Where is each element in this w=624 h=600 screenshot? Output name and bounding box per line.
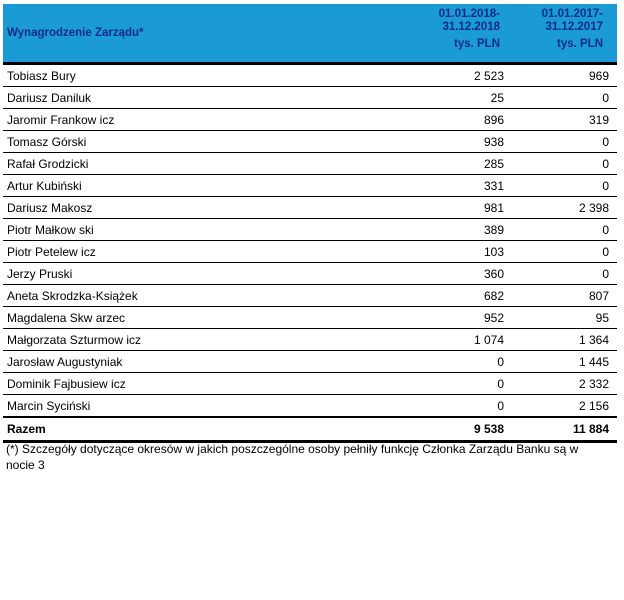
member-name: Małgorzata Szturmow icz <box>3 329 411 351</box>
header-period-2018 <box>411 4 514 64</box>
value-2017: 0 <box>514 241 617 263</box>
value-2017: 319 <box>514 109 617 131</box>
member-name: Aneta Skrodzka-Książek <box>3 285 411 307</box>
header-title: Wynagrodzenie Zarządu* <box>7 27 144 39</box>
value-2017: 1 445 <box>514 351 617 373</box>
value-2017: 0 <box>514 131 617 153</box>
table-row <box>3 131 617 153</box>
member-name: Jerzy Pruski <box>3 263 411 285</box>
value-2018: 896 <box>411 109 514 131</box>
value-2018: 981 <box>411 197 514 219</box>
table-row <box>3 219 617 241</box>
value-2018: 1 074 <box>411 329 514 351</box>
value-2018: 0 <box>411 373 514 395</box>
value-2017: 807 <box>514 285 617 307</box>
value-2018: 2 523 <box>411 65 514 87</box>
value-2017: 95 <box>514 307 617 329</box>
member-name: Jaromir Frankow icz <box>3 109 411 131</box>
value-2017: 2 398 <box>514 197 617 219</box>
table-row <box>3 329 617 351</box>
table-row <box>3 395 617 418</box>
member-name: Marcin Syciński <box>3 395 411 418</box>
table-row <box>3 351 617 373</box>
table-row <box>3 263 617 285</box>
value-2017: 0 <box>514 175 617 197</box>
total-2018: 9 538 <box>411 417 514 442</box>
value-2018: 0 <box>411 395 514 418</box>
table-body <box>3 65 617 417</box>
footnote: (*) Szczegóły dotyczące okresów w jakich poszczególne osoby pełniły funkcję Członka Zarządu Banku są w nocie 3 <box>6 442 579 471</box>
table-row <box>3 373 617 395</box>
value-2017: 2 156 <box>514 395 617 418</box>
table-row <box>3 241 617 263</box>
unit-2018-label: tys. PLN <box>453 38 500 50</box>
value-2018: 103 <box>411 241 514 263</box>
value-2018: 952 <box>411 307 514 329</box>
value-2018: 25 <box>411 87 514 109</box>
value-2018: 682 <box>411 285 514 307</box>
table-row <box>3 197 617 219</box>
unit-2017-label: tys. PLN <box>556 38 603 50</box>
value-2018: 938 <box>411 131 514 153</box>
value-2018: 0 <box>411 351 514 373</box>
value-2017: 2 332 <box>514 373 617 395</box>
total-row <box>3 417 617 442</box>
total-label: Razem <box>3 417 411 442</box>
total-2017: 11 884 <box>514 417 617 442</box>
table-row <box>3 153 617 175</box>
table-header <box>3 4 617 64</box>
value-2018: 389 <box>411 219 514 241</box>
table-row <box>3 65 617 87</box>
member-name: Tomasz Górski <box>3 131 411 153</box>
value-2017: 0 <box>514 87 617 109</box>
board-remuneration-table <box>3 4 617 443</box>
value-2018: 285 <box>411 153 514 175</box>
value-2018: 360 <box>411 263 514 285</box>
period-2017-label: 01.01.2017- 31.12.2017 <box>541 8 603 33</box>
member-name: Artur Kubiński <box>3 175 411 197</box>
value-2017: 0 <box>514 153 617 175</box>
table-row <box>3 307 617 329</box>
member-name: Dariusz Daniluk <box>3 87 411 109</box>
member-name: Jarosław Augustyniak <box>3 351 411 373</box>
member-name: Dominik Fajbusiew icz <box>3 373 411 395</box>
member-name: Rafał Grodzicki <box>3 153 411 175</box>
member-name: Piotr Małkow ski <box>3 219 411 241</box>
value-2017: 0 <box>514 219 617 241</box>
member-name: Piotr Petelew icz <box>3 241 411 263</box>
table-row <box>3 175 617 197</box>
value-2017: 1 364 <box>514 329 617 351</box>
value-2017: 969 <box>514 65 617 87</box>
member-name: Tobiasz Bury <box>3 65 411 87</box>
table-row <box>3 87 617 109</box>
value-2018: 331 <box>411 175 514 197</box>
table-row <box>3 285 617 307</box>
member-name: Magdalena Skw arzec <box>3 307 411 329</box>
header-period-2017 <box>514 4 617 64</box>
member-name: Dariusz Makosz <box>3 197 411 219</box>
value-2017: 0 <box>514 263 617 285</box>
table-row <box>3 109 617 131</box>
period-2018-label: 01.01.2018- 31.12.2018 <box>438 8 500 33</box>
